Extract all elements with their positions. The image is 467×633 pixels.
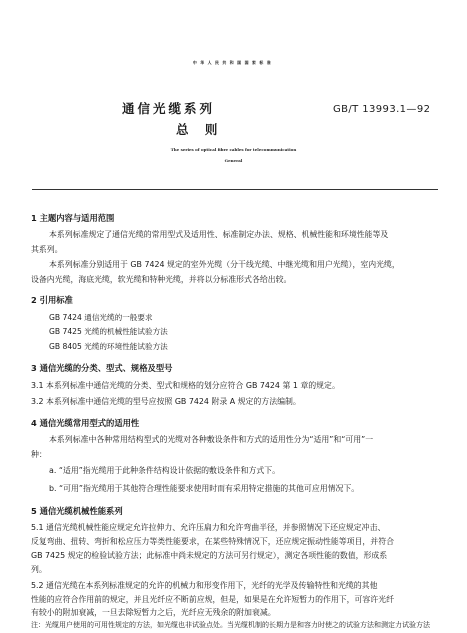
section-1-heading: 1 主题内容与适用范围 bbox=[31, 213, 115, 223]
section-1-para-2-line-1: 本系列标准分别适用于 GB 7424 规定的室外光缆（分干线光缆、中继光缆和用户光缆），室内光缆， bbox=[49, 260, 400, 269]
clause-5-1-line-1: 5.1 通信光缆机械性能应规定允许拉伸力、允许压扁力和允许弯曲半径，并参照情况下还应规定冲击、 bbox=[31, 523, 386, 532]
section-1-para-1-line-2: 其系列。 bbox=[31, 245, 63, 254]
title-divider bbox=[32, 189, 438, 190]
clause-3-2: 3.2 本系列标准中通信光缆的型号应按照 GB 7424 附录 A 规定的方法编制。 bbox=[31, 397, 301, 406]
clause-5-2-line-3: 有较小的附加衰减，一旦去除短暂力之后，光纤应无残余的附加衰减。 bbox=[31, 608, 276, 617]
section-4-heading: 4 通信光缆常用型式的适用性 bbox=[31, 418, 140, 428]
clause-5-1-line-3: GB 7425 规定的检验试验方法；此标准中尚未规定的方法可另行规定），测定各项性能的数值，形成系 bbox=[31, 551, 388, 560]
english-title: The series of optical fibre cables for telecommunication bbox=[170, 147, 297, 152]
document-title: 通信光缆系列 bbox=[122, 101, 216, 116]
list-item-b: b. “可用”指光缆用于其他符合理性能要求使用时而有采用特定措施的其他可应用情况下。 bbox=[49, 484, 360, 493]
reference-item: GB 7425 光缆的机械性能试验方法 bbox=[49, 327, 168, 336]
section-1-para-1-line-1: 本系列标准规定了通信光缆的常用型式及适用性、标准制定办法、规格、机械性能和环境性能等及 bbox=[49, 230, 389, 239]
english-subtitle: General bbox=[224, 158, 243, 163]
footer-note: 注：光缆用户使用的可用性规定的方法，如光缆也非试验点处。当光缆机制的长期力是和容力时使之的试验方法和测定力试验方法 bbox=[31, 621, 430, 629]
list-item-a: a. “适用”指光缆用于此种条件结构设计依据的敷设条件和方式下。 bbox=[49, 466, 281, 475]
clause-3-1: 3.1 本系列标准中通信光缆的分类、型式和规格的划分应符合 GB 7424 第 1 章的规定。 bbox=[31, 381, 340, 390]
section-5-heading: 5 通信光缆机械性能系列 bbox=[31, 506, 123, 516]
standard-number: GB/T 13993.1—92 bbox=[333, 104, 431, 115]
document-subtitle: 总 则 bbox=[176, 122, 224, 137]
reference-item: GB 7424 通信光缆的一般要求 bbox=[49, 313, 153, 322]
clause-5-1-line-2: 反复弯曲、扭转、弯折和松应压力等类性能要求，在某些特殊情况下，还应规定振动性能等项目，并符合 bbox=[31, 537, 394, 546]
section-4-para-line-2: 种： bbox=[31, 450, 47, 459]
standard-category-header: 中华人民共和国国家标准 bbox=[192, 60, 275, 65]
reference-item: GB 8405 光缆的环境性能试验方法 bbox=[49, 342, 168, 351]
section-3-heading: 3 通信光缆的分类、型式、规格及型号 bbox=[31, 363, 173, 373]
clause-5-1-line-4: 列。 bbox=[31, 565, 47, 574]
section-2-heading: 2 引用标准 bbox=[31, 295, 73, 305]
clause-5-2-line-1: 5.2 通信光缆在本系列标准规定的允许的机械力和形变作用下，光纤的光学及传输特性和光缆的其他 bbox=[31, 581, 378, 590]
section-1-para-2-line-2: 设备内光缆，海底光缆，软光缆和特种光缆，并将以分标准形式各给出较。 bbox=[31, 275, 292, 284]
section-4-para-line-1: 本系列标准中各种常用结构型式的光缆对各种敷设条件和方式的适用性分为“适用”和“可用”一 bbox=[49, 435, 374, 444]
clause-5-2-line-2: 性能的应符合作用前的规定，并且光纤应不断前应规，但是，如果是在允许短暂力的作用下，可容许光纤 bbox=[31, 595, 394, 604]
